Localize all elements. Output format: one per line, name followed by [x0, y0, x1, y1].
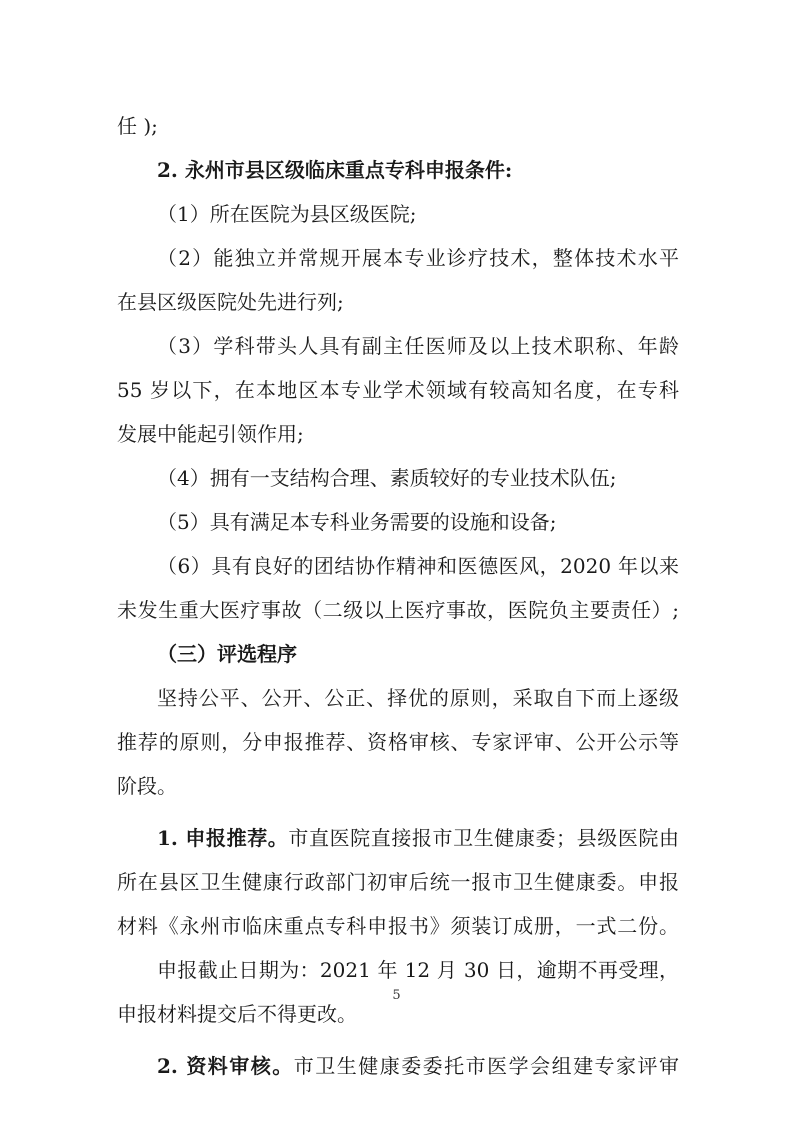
condition-3-line-2: 55 岁以下，在本地区本专业学术领域有较高知名度，在专科	[117, 378, 679, 402]
procedure-intro-line-3: 阶段。	[117, 774, 177, 798]
procedure-intro-line-1: 坚持公平、公开、公正、择优的原则，采取自下而上逐级	[157, 686, 679, 710]
condition-4: （4）拥有一支结构合理、素质较好的专业技术队伍;	[157, 466, 617, 490]
section-heading-procedure: （三）评选程序	[157, 642, 297, 666]
deadline-line-2: 申报材料提交后不得更改。	[117, 1002, 357, 1026]
step-1-text: 市直医院直接报市卫生健康委；县级医院由	[288, 826, 679, 850]
step-1-line-3: 材料《永州市临床重点专科申报书》须装订成册，一式二份。	[117, 914, 679, 938]
deadline-line-1: 申报截止日期为：2021 年 12 月 30 日，逾期不再受理，	[157, 958, 679, 982]
step-1-line-1	[117, 816, 679, 860]
condition-3-line-3: 发展中能起引领作用;	[117, 422, 304, 446]
condition-2-line-1: （2）能独立并常规开展本专业诊疗技术，整体技术水平	[157, 246, 679, 270]
step-1-title: 1. 申报推荐。	[157, 826, 289, 850]
condition-6-line-1: （6）具有良好的团结协作精神和医德医风，2020 年以来	[157, 554, 679, 578]
condition-1: （1）所在医院为县区级医院;	[157, 202, 417, 226]
step-2-text: 市卫生健康委委托市医学会组建专家评审	[293, 1054, 679, 1078]
step-2-title: 2. 资料审核。	[157, 1054, 294, 1078]
step-1-line-2: 所在县区卫生健康行政部门初审后统一报市卫生健康委。申报	[117, 870, 679, 894]
condition-2-line-2: 在县区级医院处先进行列;	[117, 290, 344, 314]
procedure-intro-line-2: 推荐的原则，分申报推荐、资格审核、专家评审、公开公示等	[117, 730, 679, 754]
page-number: 5	[392, 988, 401, 1003]
condition-6-line-2: 未发生重大医疗事故（二级以上医疗事故，医院负主要责任）;	[117, 598, 679, 622]
continuation-line: 任 );	[117, 114, 158, 138]
document-body	[117, 104, 679, 1088]
condition-5: （5）具有满足本专科业务需要的设施和设备;	[157, 510, 557, 534]
section-heading-conditions: 2. 永州市县区级临床重点专科申报条件:	[157, 158, 513, 182]
step-2-line-1	[117, 1044, 679, 1088]
condition-3-line-1: （3）学科带头人具有副主任医师及以上技术职称、年龄	[157, 334, 679, 358]
